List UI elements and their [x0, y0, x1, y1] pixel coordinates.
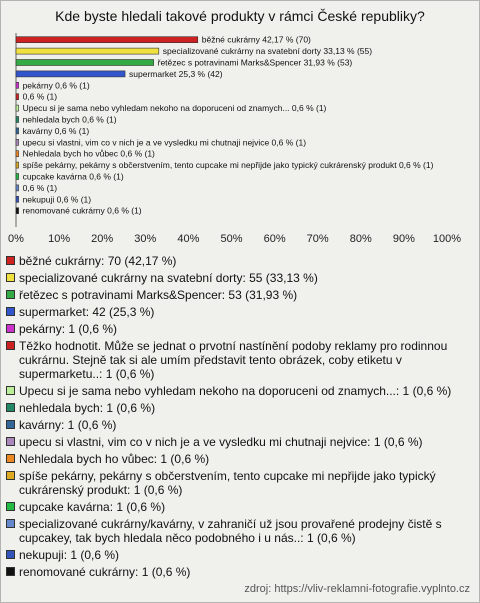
- legend-item: [5, 418, 473, 432]
- bar: [16, 82, 19, 88]
- chart-title: Kde byste hledali takové produkty v rámci České republiky?: [55, 8, 425, 24]
- bar-label: upecu si vlastni, vim co v nich je a ve vysledku mi chutnaji nejvice 0,6 % (1): [22, 137, 307, 148]
- legend-swatch: [6, 519, 15, 528]
- bar-label: cupcake kavárna 0,6 % (1): [22, 171, 124, 182]
- legend-label: Těžko hodnotit. Může se jednat o prvotní nastínění podoby reklamy pro rodinnou cukrárnu. Stejně tak si ale umím představit tento obrázek, coby etiketu v supermarketu..: 1 (0,6 %): [19, 339, 448, 381]
- bar-label: 0,6 % (1): [22, 182, 58, 193]
- legend-swatch: [6, 567, 15, 576]
- bar: [16, 174, 19, 180]
- bar: [16, 185, 19, 191]
- legend-swatch: [6, 341, 15, 350]
- x-tick-label: 10%: [48, 233, 71, 245]
- bar-label: nekupuji 0,6 % (1): [22, 194, 92, 205]
- legend-item: [5, 401, 473, 415]
- bar-label: spíše pekárny, pekárny s občerstvením, tento cupcake mi nepřijde jako typický cukrárenský produkt 0,6 % (1): [22, 160, 434, 171]
- bar-chart: [8, 33, 478, 227]
- legend-item: [5, 548, 473, 562]
- legend-label: pekárny: 1 (0,6 %): [19, 322, 118, 336]
- bar: [16, 94, 19, 100]
- legend-swatch: [6, 307, 15, 316]
- x-tick-label: 80%: [349, 233, 372, 245]
- bar-label: specializované cukrárny na svatební dorty 33,13 % (55): [162, 46, 373, 57]
- legend-swatch: [6, 290, 15, 299]
- legend-item: [5, 435, 473, 449]
- legend-item: [5, 322, 473, 336]
- x-tick-label: 30%: [134, 233, 157, 245]
- bar-label: nehledala bych 0,6 % (1): [22, 114, 117, 125]
- bar-label: pekárny 0,6 % (1): [22, 80, 90, 91]
- x-tick-label: 20%: [91, 233, 114, 245]
- bar: [16, 48, 159, 54]
- bar: [16, 139, 19, 145]
- legend-label: supermarket: 42 (25,3 %): [19, 305, 155, 319]
- legend-swatch: [6, 403, 15, 412]
- legend-label: Upecu si je sama nebo vyhledam nekoho na doporuceni od znamych...: 1 (0,6 %): [19, 384, 452, 398]
- legend-item: [5, 565, 473, 579]
- bar: [16, 60, 154, 66]
- legend-swatch: [6, 502, 15, 511]
- plot-area: [8, 33, 478, 227]
- legend-swatch: [6, 324, 15, 333]
- legend-item: [5, 305, 473, 319]
- bar-label: běžné cukrárny 42,17 % (70): [201, 34, 311, 45]
- legend-swatch: [6, 454, 15, 463]
- legend-item: [5, 500, 473, 514]
- legend-label: specializované cukrárny na svatební dorty: 55 (33,13 %): [19, 271, 318, 285]
- legend-swatch: [6, 437, 15, 446]
- legend-label: kavárny: 1 (0,6 %): [19, 418, 117, 432]
- bar-label: kavárny 0,6 % (1): [22, 125, 90, 136]
- x-axis: [8, 233, 478, 247]
- legend: [5, 254, 473, 582]
- bar-label: renomované cukrárny 0,6 % (1): [22, 205, 142, 216]
- legend-label: nekupuji: 1 (0,6 %): [19, 548, 120, 562]
- x-tick-label: 40%: [177, 233, 200, 245]
- bar: [16, 196, 19, 202]
- legend-item: [5, 288, 473, 302]
- legend-item: [5, 271, 473, 285]
- legend-label: upecu si vlastni, vim co v nich je a ve vysledku mi chutnaji nejvice: 1 (0,6 %): [19, 435, 423, 449]
- x-tick-label: 100%: [432, 233, 462, 245]
- legend-swatch: [6, 273, 15, 282]
- legend-item: [5, 254, 473, 268]
- legend-swatch: [6, 420, 15, 429]
- legend-label: cupcake kavárna: 1 (0,6 %): [19, 500, 166, 514]
- legend-label: renomované cukrárny: 1 (0,6 %): [19, 565, 191, 579]
- legend-label: nehledala bych: 1 (0,6 %): [19, 401, 156, 415]
- legend-item: [5, 469, 473, 497]
- legend-label: běžné cukrárny: 70 (42,17 %): [19, 254, 177, 268]
- bar-label: Nehledala bych ho vůbec 0,6 % (1): [22, 148, 155, 159]
- legend-item: [5, 384, 473, 398]
- x-tick-label: 90%: [392, 233, 415, 245]
- legend-label: spíše pekárny, pekárny s občerstvením, tento cupcake mi nepřijde jako typický cukrárenský produkt: 1 (0,6 %): [19, 469, 436, 497]
- x-tick-label: 70%: [306, 233, 329, 245]
- legend-item: [5, 452, 473, 466]
- bar-label: řetězec s potravinami Marks&Spencer 31,93 % (53): [157, 57, 353, 68]
- legend-swatch: [6, 386, 15, 395]
- bar: [16, 37, 198, 43]
- bar: [16, 128, 19, 134]
- x-tick-label: 0%: [8, 233, 24, 245]
- legend-label: řetězec s potravinami Marks&Spencer: 53 (31,93 %): [19, 288, 298, 302]
- bar-label: 0,6 % (1): [22, 91, 58, 102]
- bar: [16, 208, 19, 214]
- x-tick-label: 60%: [263, 233, 286, 245]
- legend-swatch: [6, 471, 15, 480]
- legend-item: [5, 517, 473, 545]
- bar: [16, 105, 19, 111]
- legend-item: [5, 339, 473, 381]
- bar-label: Upecu si je sama nebo vyhledam nekoho na doporuceni od znamych... 0,6 % (1): [22, 103, 327, 114]
- bar: [16, 71, 125, 77]
- source-footer: zdroj: https://vliv-reklamni-fotografie.vyplnto.cz: [244, 583, 470, 595]
- bar: [16, 151, 19, 157]
- x-tick-label: 50%: [220, 233, 243, 245]
- bar-label: supermarket 25,3 % (42): [129, 68, 223, 79]
- legend-label: Nehledala bych ho vůbec: 1 (0,6 %): [19, 452, 210, 466]
- legend-swatch: [6, 550, 15, 559]
- legend-label: specializované cukrárny/kavárny, v zahraničí už jsou provařené prodejny čistě s cupcakey, tak bych hledala něco podobného i u nás..: 1 (0,6 %): [19, 517, 442, 545]
- bar: [16, 162, 19, 168]
- legend-swatch: [6, 256, 15, 265]
- bar: [16, 117, 19, 123]
